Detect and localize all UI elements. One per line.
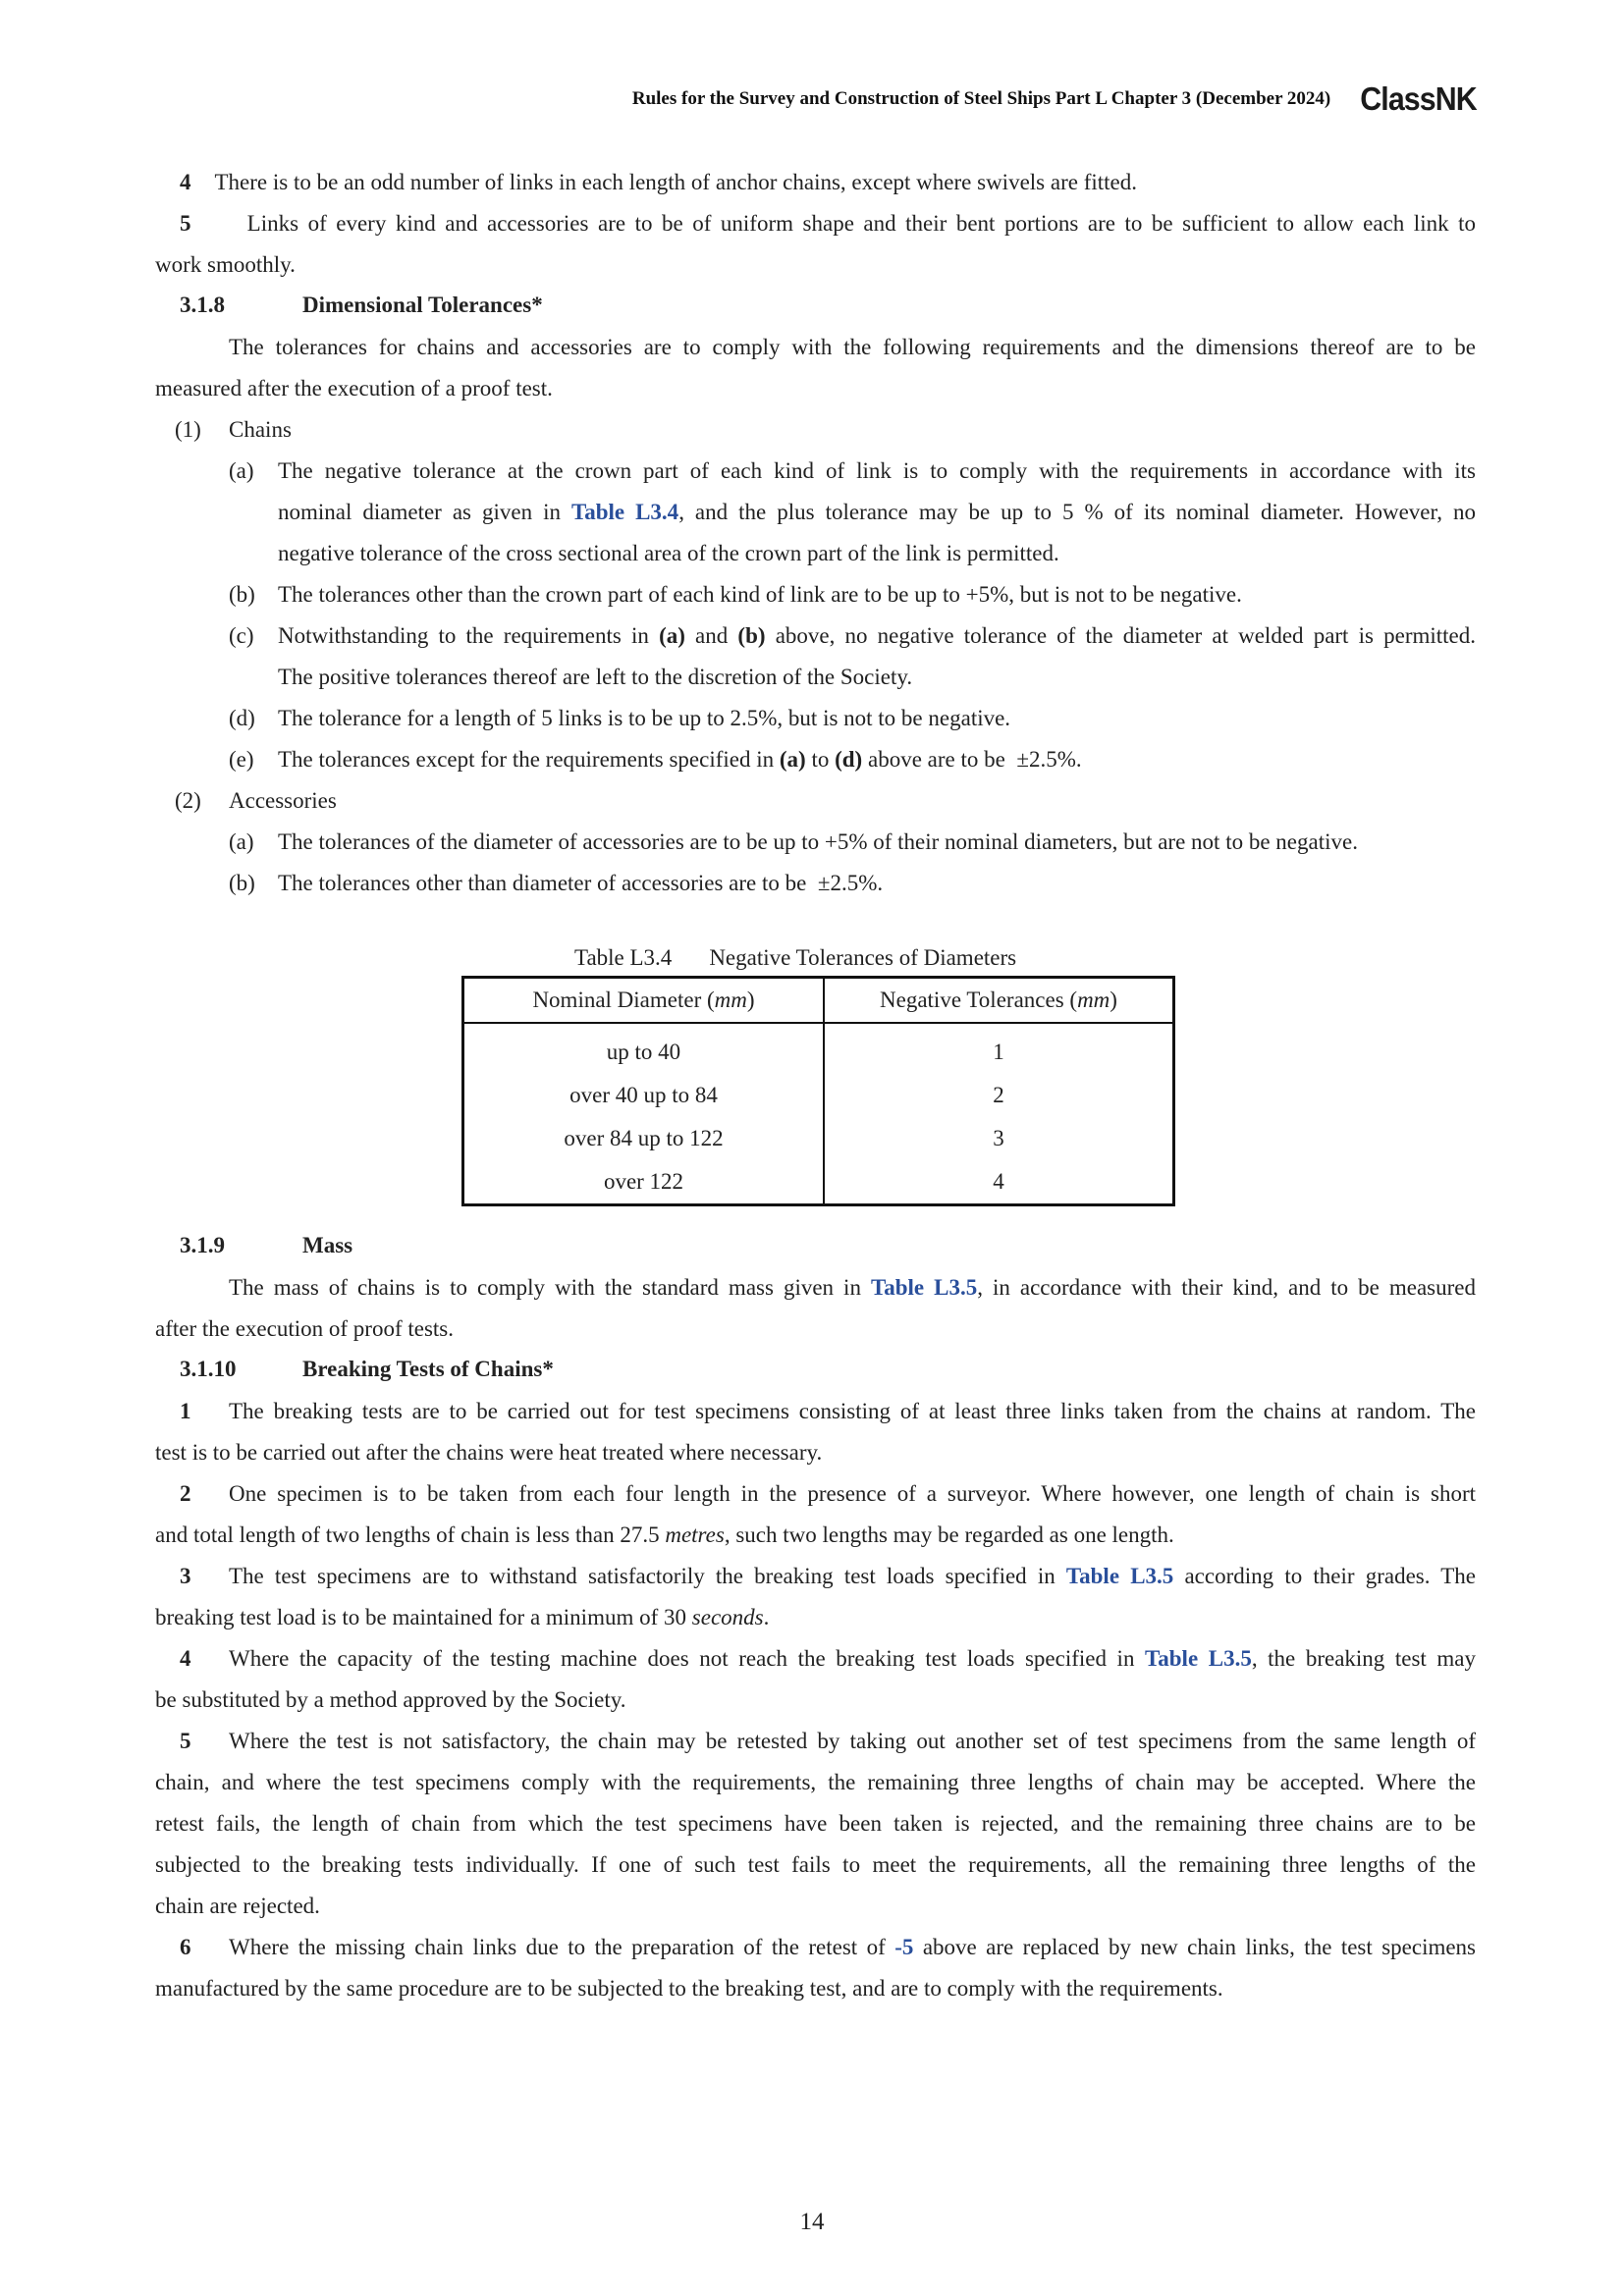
section-title: Breaking Tests of Chains* (302, 1357, 554, 1381)
table-row (463, 1117, 1174, 1160)
table-caption (574, 944, 1016, 972)
para-5-link[interactable]: -5 (894, 1935, 914, 1959)
breaking-2-line1: One specimen is to be taken from each four length in the presence of a surveyor. Where however, one length of chain is short (229, 1481, 1476, 1506)
paragraph-5-line2: work smoothly. (155, 252, 296, 277)
para-number: 5 (180, 1729, 191, 1753)
breaking-5-line5: chain are rejected. (155, 1894, 320, 1918)
breaking-6-line2: manufactured by the same procedure are to be subjected to the breaking test, and are to comply with the requirements. (155, 1976, 1223, 2001)
mass-line1 (229, 1274, 1476, 1302)
breaking-1-line2: test is to be carried out after the chains were heat treated where necessary. (155, 1440, 823, 1465)
text: and total length of two lengths of chain is less than 27.5 (155, 1522, 666, 1547)
paragraph-5-line1 (180, 210, 1476, 238)
breaking-5-line4: subjected to the breaking tests individually. If one of such test fails to meet the requirements, all the remaining three lengths of the (155, 1852, 1476, 1877)
breaking-4-line1 (229, 1645, 1476, 1673)
text: . (763, 1605, 770, 1629)
text: breaking test load is to be maintained for a minimum of 30 (155, 1605, 692, 1629)
section-intro-line2: measured after the execution of a proof test. (155, 376, 553, 400)
chains-c-line1 (278, 622, 1476, 650)
table-title: Negative Tolerances of Diameters (709, 945, 1017, 970)
cell-diameter: up to 40 (463, 1023, 825, 1074)
list-text: Chains (229, 417, 292, 442)
para-text: There is to be an odd number of links in each length of anchor chains, except where swivels are fitted. (214, 170, 1137, 194)
column-header-tolerance (824, 978, 1174, 1024)
sub-label: (b) (229, 582, 255, 607)
chains-e-text (278, 746, 1082, 774)
text: above are to be ±2.5%. (862, 747, 1082, 772)
text: Notwithstanding to the requirements in (278, 623, 660, 648)
sub-label: (c) (229, 623, 254, 648)
chains-a-line2 (278, 499, 1476, 526)
table-l3-5-link[interactable]: Table L3.5 (1145, 1646, 1252, 1671)
section-number: 3.1.9 (180, 1233, 225, 1257)
accessories-b-text: The tolerances other than diameter of accessories are to be ±2.5%. (278, 871, 884, 895)
chains-a-line3: negative tolerance of the cross sectional area of the crown part of the link is permitted. (278, 541, 1059, 565)
section-number: 3.1.10 (180, 1357, 237, 1381)
section-intro-line1: The tolerances for chains and accessories are to comply with the following requirements and the dimensions thereof are to be (229, 335, 1476, 359)
unit: mm (1077, 988, 1110, 1012)
cell-tolerance: 2 (993, 1083, 1004, 1107)
cell-diameter: over 40 up to 84 (463, 1074, 825, 1117)
text: , and the plus tolerance may be up to 5 % of its nominal diameter. However, no (678, 500, 1476, 524)
sub-label: (e) (229, 747, 254, 772)
sub-label: (d) (229, 706, 255, 730)
chains-a-line1: The negative tolerance at the crown part of each kind of link is to comply with the requirements in accordance with its (278, 458, 1476, 483)
table-row (463, 1160, 1174, 1205)
header-title: Rules for the Survey and Construction of Steel Ships Part L Chapter 3 (December 2024) (631, 88, 1331, 109)
table-header-row (463, 978, 1174, 1024)
para-number: 6 (180, 1935, 191, 1959)
text: above are replaced by new chain links, the test specimens (913, 1935, 1477, 1959)
table-l3-5-link[interactable]: Table L3.5 (1065, 1564, 1174, 1588)
chains-b-text: The tolerances other than the crown part of each kind of link are to be up to +5%, but is not to be negative. (278, 582, 1242, 607)
table-l3-5-link[interactable]: Table L3.5 (870, 1275, 978, 1300)
ref-b: (b) (737, 623, 766, 648)
page-header (632, 80, 1477, 118)
para-number: 1 (180, 1399, 191, 1423)
tolerances-table (461, 976, 1175, 1206)
table-id: Table L3.4 (574, 945, 673, 970)
text: , in accordance with their kind, and to be measured (977, 1275, 1476, 1300)
sub-label: (a) (229, 458, 254, 483)
text: , such two lengths may be regarded as one length. (724, 1522, 1174, 1547)
text: and (684, 623, 738, 648)
table-row (463, 1023, 1174, 1074)
sub-label: (b) (229, 871, 255, 895)
unit: mm (714, 988, 747, 1012)
cell-tolerance: 3 (993, 1126, 1004, 1150)
ref-d: (d) (835, 747, 863, 772)
ref-a: (a) (779, 747, 806, 772)
breaking-1-line1: The breaking tests are to be carried out for test specimens consisting of at least three links taken from the chains at random. The (229, 1399, 1476, 1423)
text: to (805, 747, 836, 772)
text: nominal diameter as given in (278, 500, 571, 524)
cell-tolerance: 1 (993, 1040, 1004, 1064)
text: according to their grades. The (1173, 1564, 1476, 1588)
text: above, no negative tolerance of the diameter at welded part is permitted. (765, 623, 1476, 648)
cell-tolerance: 4 (993, 1169, 1004, 1194)
table-row (463, 1074, 1174, 1117)
list-label: (1) (175, 417, 201, 442)
breaking-4-line2: be substituted by a method approved by the Society. (155, 1687, 626, 1712)
text: Nominal Diameter ( (532, 988, 715, 1012)
para-number: 3 (180, 1564, 191, 1588)
mass-line2: after the execution of proof tests. (155, 1316, 454, 1341)
cell-diameter: over 84 up to 122 (463, 1117, 825, 1160)
cell-diameter: over 122 (463, 1160, 825, 1205)
breaking-5-line2: chain, and where the test specimens comply with the requirements, the remaining three lengths of chain may be accepted. Where the (155, 1770, 1476, 1794)
section-number: 3.1.8 (180, 293, 225, 317)
chains-d-text: The tolerance for a length of 5 links is to be up to 2.5%, but is not to be negative. (278, 706, 1011, 730)
section-title: Mass (302, 1233, 353, 1257)
unit: seconds (691, 1605, 764, 1629)
breaking-3-line1 (229, 1563, 1476, 1590)
sub-label: (a) (229, 829, 254, 854)
text: The mass of chains is to comply with the standard mass given in (229, 1275, 871, 1300)
ref-a: (a) (659, 623, 685, 648)
text: The tolerances except for the requirements specified in (278, 747, 780, 772)
unit: metres (665, 1522, 725, 1547)
breaking-3-line2 (155, 1604, 769, 1631)
text: Where the capacity of the testing machine does not reach the breaking test loads specified in (229, 1646, 1146, 1671)
chains-c-line2: The positive tolerances thereof are left to the discretion of the Society. (278, 665, 913, 689)
list-text: Accessories (229, 788, 337, 813)
breaking-6-line1 (229, 1934, 1476, 1961)
para-number: 5 (180, 211, 191, 236)
section-title: Dimensional Tolerances* (302, 293, 543, 317)
para-number: 2 (180, 1481, 191, 1506)
text: ) (746, 988, 755, 1012)
classnk-logo: ClassNK (1360, 80, 1477, 117)
text: Negative Tolerances ( (880, 988, 1078, 1012)
paragraph-4 (180, 169, 1137, 196)
page-number: 14 (799, 2209, 825, 2235)
list-label: (2) (175, 788, 201, 813)
para-number: 4 (180, 170, 191, 194)
para-number: 4 (180, 1646, 191, 1671)
accessories-a-text: The tolerances of the diameter of accessories are to be up to +5% of their nominal diameters, but are not to be negative. (278, 829, 1358, 854)
text: , the breaking test may (1251, 1646, 1476, 1671)
table-l3-4-link[interactable]: Table L3.4 (570, 500, 679, 524)
para-text: Links of every kind and accessories are to be of uniform shape and their bent portions are to be sufficient to allow each link to (246, 211, 1476, 236)
breaking-5-line1: Where the test is not satisfactory, the chain may be retested by taking out another set of test specimens from the same length of (229, 1729, 1476, 1753)
text: ) (1110, 988, 1117, 1012)
text: Where the missing chain links due to the preparation of the retest of (229, 1935, 895, 1959)
breaking-5-line3: retest fails, the length of chain from which the test specimens have been taken is rejected, and the remaining three chains are to be (155, 1811, 1476, 1836)
text: The test specimens are to withstand satisfactorily the breaking test loads specified in (229, 1564, 1066, 1588)
breaking-2-line2 (155, 1522, 1174, 1549)
column-header-diameter (463, 978, 825, 1024)
